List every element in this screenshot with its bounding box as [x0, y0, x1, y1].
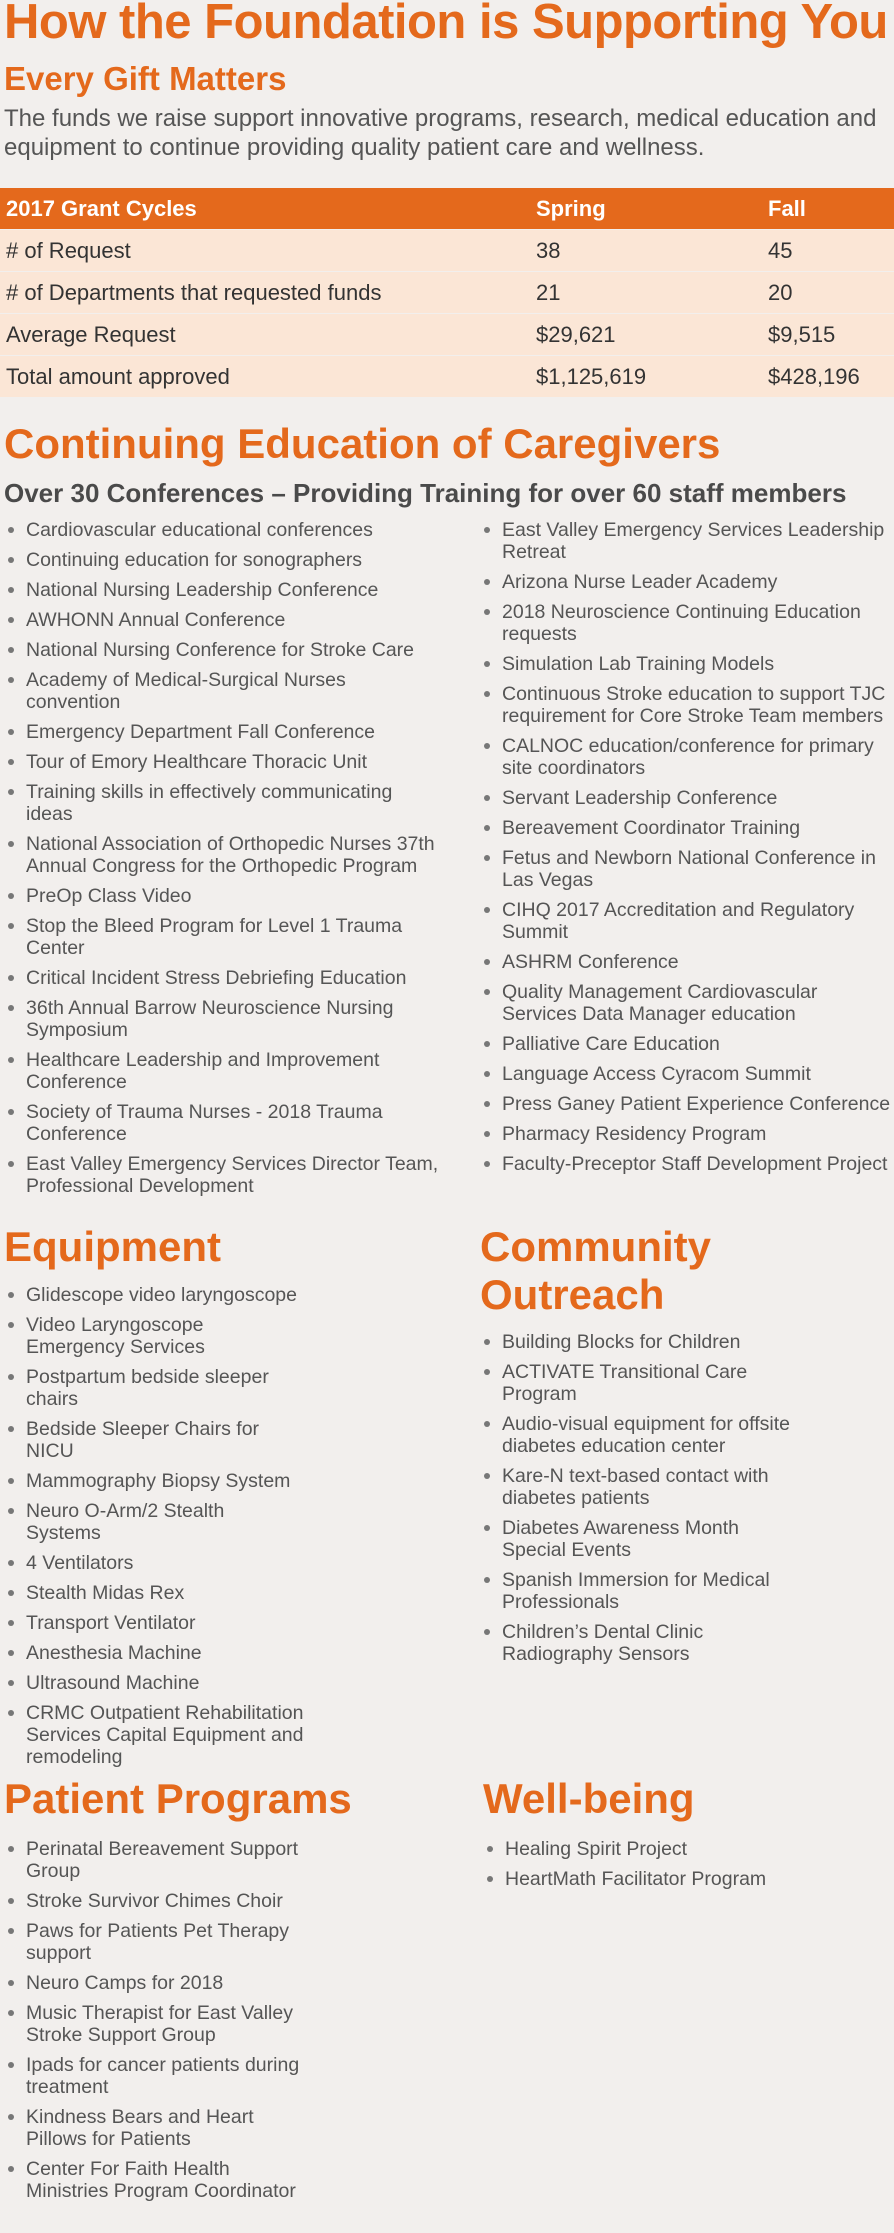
- list-item: Video Laryngoscope Emergency Services: [4, 1314, 304, 1358]
- table-row: [0, 230, 894, 272]
- list-item: CIHQ 2017 Accreditation and Regulatory Summit: [480, 899, 894, 943]
- community-heading: [480, 1223, 711, 1319]
- list-item: Music Therapist for East Valley Stroke Support Group: [4, 2002, 304, 2046]
- list-item: Continuing education for sonographers: [4, 549, 444, 571]
- list-item: Neuro Camps for 2018: [4, 1972, 304, 1994]
- patient-programs-heading: Patient Programs: [4, 1775, 352, 1822]
- list-item: Neuro O-Arm/2 Stealth Systems: [4, 1500, 304, 1544]
- list-item: Simulation Lab Training Models: [480, 653, 894, 675]
- community-heading-line2: Outreach: [480, 1271, 665, 1318]
- list-item: Servant Leadership Conference: [480, 787, 894, 809]
- education-heading: Continuing Education of Caregivers: [4, 420, 721, 467]
- equipment-list: [4, 1284, 304, 1776]
- list-item: 4 Ventilators: [4, 1552, 304, 1574]
- list-item: Bedside Sleeper Chairs for NICU: [4, 1418, 304, 1462]
- list-item: Society of Trauma Nurses - 2018 Trauma Conference: [4, 1101, 444, 1145]
- list-item: National Nursing Leadership Conference: [4, 579, 444, 601]
- page-subtitle: Every Gift Matters: [4, 60, 287, 97]
- list-item: Kare-N text-based contact with diabetes patients: [480, 1465, 800, 1509]
- list-item: Pharmacy Residency Program: [480, 1123, 894, 1145]
- list-item: Spanish Immersion for Medical Professionals: [480, 1569, 800, 1613]
- list-item: Healing Spirit Project: [483, 1838, 843, 1860]
- table-cell: 38: [530, 230, 762, 272]
- list-item: Stealth Midas Rex: [4, 1582, 304, 1604]
- list-item: Cardiovascular educational conferences: [4, 519, 444, 541]
- list-item: Ipads for cancer patients during treatment: [4, 2054, 304, 2098]
- patient-programs-list: [4, 1838, 304, 2210]
- list-item: Continuous Stroke education to support TJC requirement for Core Stroke Team members: [480, 683, 894, 727]
- table-cell: $29,621: [530, 314, 762, 356]
- education-list-left: [4, 519, 444, 1205]
- table-cell: 20: [762, 272, 894, 314]
- list-item: 36th Annual Barrow Neuroscience Nursing Symposium: [4, 997, 444, 1041]
- list-item: Critical Incident Stress Debriefing Education: [4, 967, 444, 989]
- grant-cycles-table: [0, 188, 894, 397]
- community-heading-line1: Community: [480, 1223, 711, 1270]
- table-cell: Total amount approved: [0, 356, 530, 398]
- education-list-right: [480, 519, 894, 1183]
- list-item: Palliative Care Education: [480, 1033, 894, 1055]
- list-item: East Valley Emergency Services Leadership Retreat: [480, 519, 894, 563]
- list-item: Fetus and Newborn National Conference in Las Vegas: [480, 847, 894, 891]
- table-header-row: [0, 188, 894, 230]
- list-item: Academy of Medical-Surgical Nurses convention: [4, 669, 444, 713]
- list-item: National Association of Orthopedic Nurses 37th Annual Congress for the Orthopedic Program: [4, 833, 444, 877]
- table-cell: $1,125,619: [530, 356, 762, 398]
- table-cell: 21: [530, 272, 762, 314]
- list-item: Center For Faith Health Ministries Program Coordinator: [4, 2158, 304, 2202]
- list-item: Bereavement Coordinator Training: [480, 817, 894, 839]
- list-item: Quality Management Cardiovascular Services Data Manager education: [480, 981, 894, 1025]
- list-item: Tour of Emory Healthcare Thoracic Unit: [4, 751, 444, 773]
- list-item: Healthcare Leadership and Improvement Conference: [4, 1049, 444, 1093]
- list-item: Arizona Nurse Leader Academy: [480, 571, 894, 593]
- table-cell: # of Departments that requested funds: [0, 272, 530, 314]
- list-item: 2018 Neuroscience Continuing Education requests: [480, 601, 894, 645]
- list-item: Emergency Department Fall Conference: [4, 721, 444, 743]
- table-cell: $428,196: [762, 356, 894, 398]
- list-item: Anesthesia Machine: [4, 1642, 304, 1664]
- list-item: National Nursing Conference for Stroke Care: [4, 639, 444, 661]
- list-item: Stop the Bleed Program for Level 1 Trauma Center: [4, 915, 444, 959]
- list-item: East Valley Emergency Services Director Team, Professional Development: [4, 1153, 444, 1197]
- table-cell: # of Request: [0, 230, 530, 272]
- community-list: [480, 1331, 800, 1673]
- list-item: Diabetes Awareness Month Special Events: [480, 1517, 800, 1561]
- table-row: [0, 356, 894, 398]
- list-item: Ultrasound Machine: [4, 1672, 304, 1694]
- list-item: CALNOC education/conference for primary site coordinators: [480, 735, 894, 779]
- list-item: Press Ganey Patient Experience Conference: [480, 1093, 894, 1115]
- wellbeing-list: [483, 1838, 843, 1898]
- list-item: Glidescope video laryngoscope: [4, 1284, 304, 1306]
- table-cell: Average Request: [0, 314, 530, 356]
- table-row: [0, 314, 894, 356]
- list-item: ACTIVATE Transitional Care Program: [480, 1361, 800, 1405]
- education-subheading: Over 30 Conferences – Providing Training for over 60 staff members: [4, 478, 847, 508]
- page-title: How the Foundation is Supporting You: [4, 0, 888, 49]
- table-cell: 45: [762, 230, 894, 272]
- list-item: Mammography Biopsy System: [4, 1470, 304, 1492]
- intro-text: The funds we raise support innovative programs, research, medical education and equipment to continue providing quality patient care and wellness.: [4, 105, 877, 161]
- list-item: Transport Ventilator: [4, 1612, 304, 1634]
- wellbeing-heading: Well-being: [483, 1775, 695, 1822]
- table-row: [0, 272, 894, 314]
- column-header: 2017 Grant Cycles: [0, 188, 530, 230]
- column-header: Fall: [762, 188, 894, 230]
- list-item: Postpartum bedside sleeper chairs: [4, 1366, 304, 1410]
- list-item: Perinatal Bereavement Support Group: [4, 1838, 304, 1882]
- column-header: Spring: [530, 188, 762, 230]
- list-item: CRMC Outpatient Rehabilitation Services Capital Equipment and remodeling: [4, 1702, 304, 1768]
- list-item: Faculty-Preceptor Staff Development Project: [480, 1153, 894, 1175]
- list-item: Audio-visual equipment for offsite diabetes education center: [480, 1413, 800, 1457]
- list-item: PreOp Class Video: [4, 885, 444, 907]
- list-item: Paws for Patients Pet Therapy support: [4, 1920, 304, 1964]
- list-item: Language Access Cyracom Summit: [480, 1063, 894, 1085]
- list-item: Training skills in effectively communicating ideas: [4, 781, 444, 825]
- list-item: Kindness Bears and Heart Pillows for Patients: [4, 2106, 304, 2150]
- list-item: AWHONN Annual Conference: [4, 609, 444, 631]
- table-cell: $9,515: [762, 314, 894, 356]
- list-item: Children’s Dental Clinic Radiography Sensors: [480, 1621, 800, 1665]
- list-item: Building Blocks for Children: [480, 1331, 800, 1353]
- list-item: Stroke Survivor Chimes Choir: [4, 1890, 304, 1912]
- list-item: ASHRM Conference: [480, 951, 894, 973]
- equipment-heading: Equipment: [4, 1223, 221, 1270]
- list-item: HeartMath Facilitator Program: [483, 1868, 843, 1890]
